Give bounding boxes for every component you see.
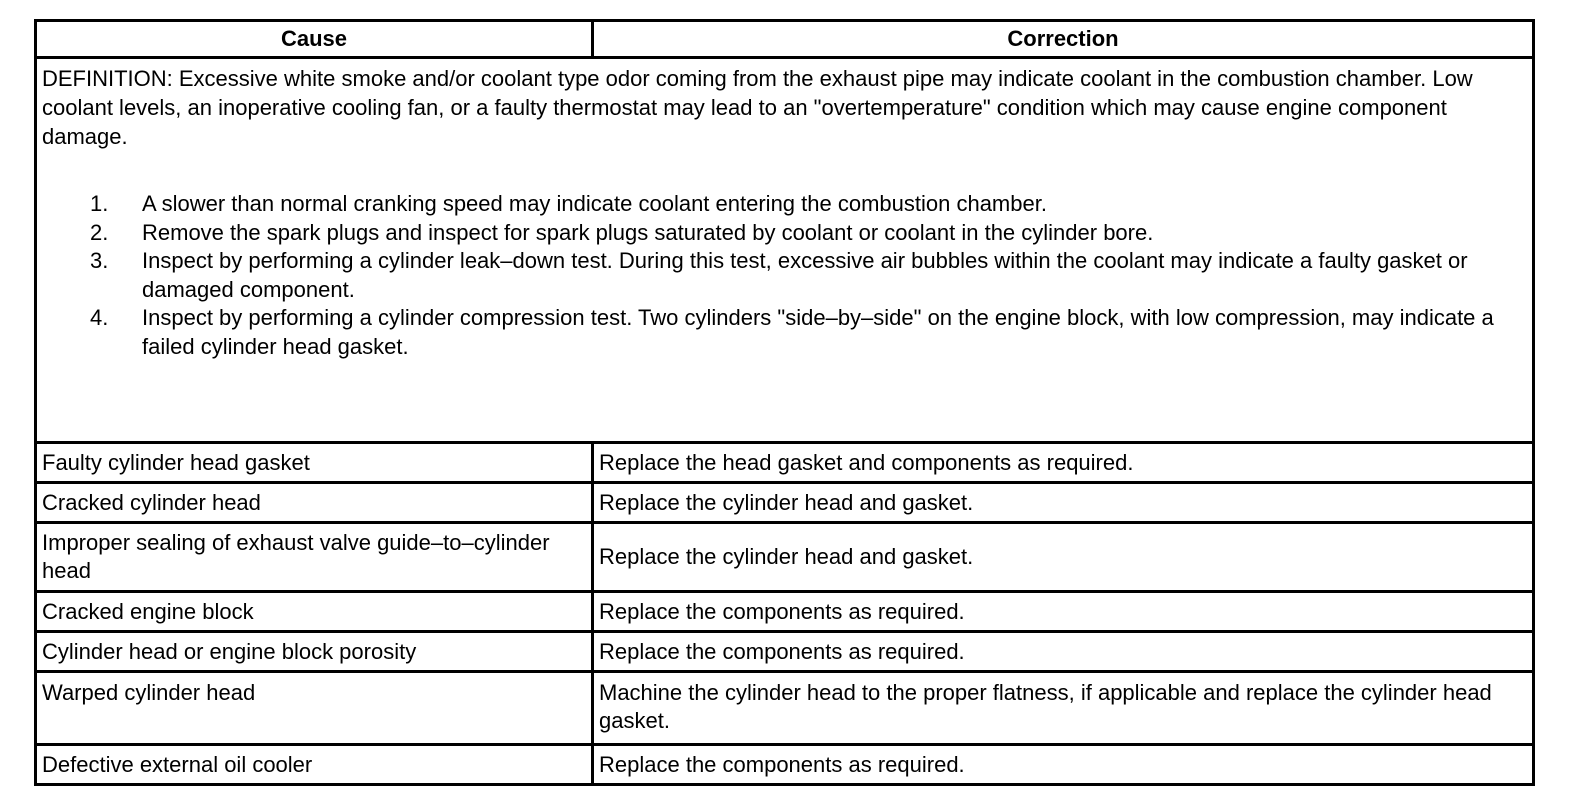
cause-cell: Warped cylinder head <box>36 672 593 745</box>
step-text: A slower than normal cranking speed may indicate coolant entering the combustion chamber. <box>142 191 1047 216</box>
cause-cell: Faulty cylinder head gasket <box>36 443 593 483</box>
correction-cell: Machine the cylinder head to the proper flatness, if applicable and replace the cylinder head gasket. <box>593 672 1534 745</box>
table-row <box>36 523 1534 592</box>
correction-cell: Replace the cylinder head and gasket. <box>593 523 1534 592</box>
step-number: 1. <box>90 191 109 216</box>
step-number: 2. <box>90 219 109 245</box>
step-number: 3. <box>90 248 109 273</box>
definition-text: DEFINITION: Excessive white smoke and/or coolant type odor coming from the exhaust pipe may indicate coolant in the combustion chamber. Low coolant levels, an inoperative cooling fan, or a faulty thermostat may lead to an "overtemperature" condition which may cause engine component damage. <box>42 66 1473 149</box>
diagnostic-step <box>42 190 1527 219</box>
header-row <box>36 21 1534 58</box>
step-text: Inspect by performing a cylinder leak–down test. During this test, excessive air bubbles within the coolant may indicate a faulty gasket or damaged component. <box>142 248 1468 302</box>
table-row <box>36 745 1534 785</box>
definition-row <box>36 58 1534 443</box>
correction-cell: Replace the components as required. <box>593 632 1534 672</box>
table-row <box>36 672 1534 745</box>
definition-cell <box>36 58 1534 443</box>
cause-cell: Defective external oil cooler <box>36 745 593 785</box>
step-text: Remove the spark plugs and inspect for spark plugs saturated by coolant or coolant in the cylinder bore. <box>142 219 1154 245</box>
cause-header: Cause <box>36 21 593 58</box>
table-row <box>36 483 1534 523</box>
correction-cell: Replace the cylinder head and gasket. <box>593 483 1534 523</box>
correction-cell: Replace the components as required. <box>593 592 1534 632</box>
diagnostic-step <box>42 247 1527 304</box>
cause-cell: Cracked engine block <box>36 592 593 632</box>
step-number: 4. <box>90 305 109 330</box>
table-row <box>36 592 1534 632</box>
table-row <box>36 443 1534 483</box>
step-text: Inspect by performing a cylinder compression test. Two cylinders "side–by–side" on the engine block, with low compression, may indicate a failed cylinder head gasket. <box>142 305 1494 359</box>
diagnostic-step <box>42 304 1527 361</box>
correction-cell: Replace the components as required. <box>593 745 1534 785</box>
diagnosis-table <box>34 19 1535 786</box>
cause-cell: Cracked cylinder head <box>36 483 593 523</box>
correction-cell: Replace the head gasket and components as required. <box>593 443 1534 483</box>
diagnostic-steps-list <box>42 190 1527 361</box>
table-row <box>36 632 1534 672</box>
diagnostic-step <box>42 219 1527 248</box>
cause-cell: Cylinder head or engine block porosity <box>36 632 593 672</box>
correction-header: Correction <box>593 21 1534 58</box>
cause-cell: Improper sealing of exhaust valve guide–to–cylinder head <box>36 523 593 592</box>
